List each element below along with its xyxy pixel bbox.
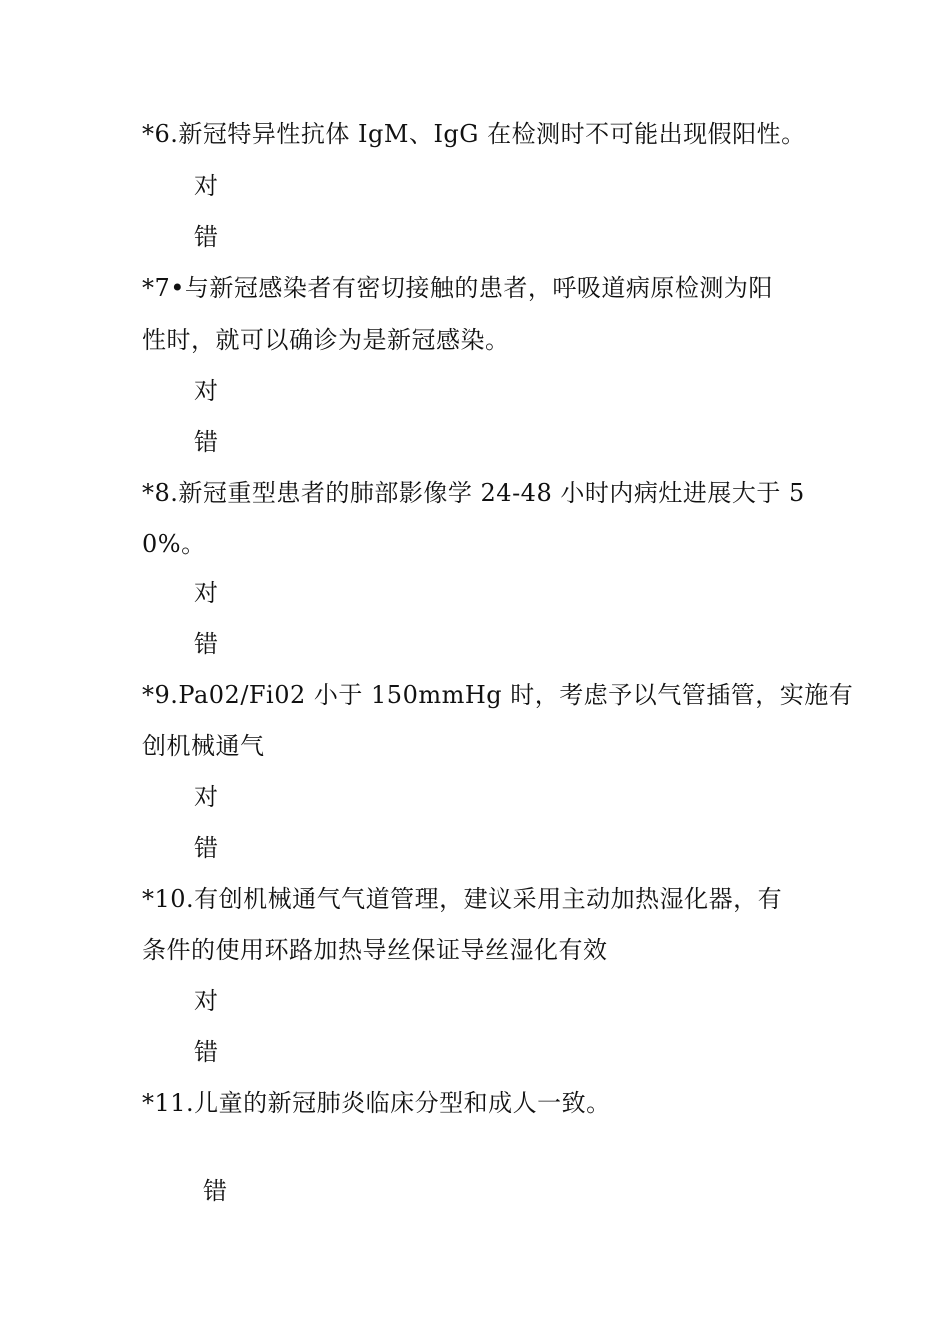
question-7-option-false[interactable]: 错: [194, 428, 219, 456]
question-11-option-false[interactable]: 错: [203, 1177, 228, 1205]
question-7-option-true[interactable]: 对: [194, 377, 219, 405]
question-8-text-line-1: *8.新冠重型患者的肺部影像学 24-48 小时内病灶进展大于 5: [142, 479, 805, 507]
question-9-text-line-1: *9.Pa02/Fi02 小于 150mmHg 时，考虑予以气管插管，实施有: [142, 681, 854, 709]
question-10-option-false[interactable]: 错: [194, 1038, 219, 1066]
question-6-option-true[interactable]: 对: [194, 172, 219, 200]
question-10-option-true[interactable]: 对: [194, 987, 219, 1015]
question-10-text-line-2: 条件的使用环路加热导丝保证导丝湿化有效: [142, 936, 608, 964]
question-9-option-false[interactable]: 错: [194, 834, 219, 862]
question-8-option-true[interactable]: 对: [194, 579, 219, 607]
question-8-option-false[interactable]: 错: [194, 630, 219, 658]
question-6-option-false[interactable]: 错: [194, 223, 219, 251]
question-8-text-line-2: 0%。: [142, 530, 206, 558]
question-9-option-true[interactable]: 对: [194, 783, 219, 811]
question-11-text: *11.儿童的新冠肺炎临床分型和成人一致。: [142, 1089, 611, 1117]
question-7-text-line-2: 性时，就可以确诊为是新冠感染。: [142, 326, 510, 354]
question-10-text-line-1: *10.有创机械通气气道管理，建议采用主动加热湿化器，有: [142, 885, 783, 913]
question-6-text: *6.新冠特异性抗体 IgM、IgG 在检测时不可能出现假阳性。: [142, 120, 806, 148]
question-9-text-line-2: 创机械通气: [142, 732, 265, 760]
question-7-text-line-1: *7•与新冠感染者有密切接触的患者，呼吸道病原检测为阳: [142, 274, 773, 302]
